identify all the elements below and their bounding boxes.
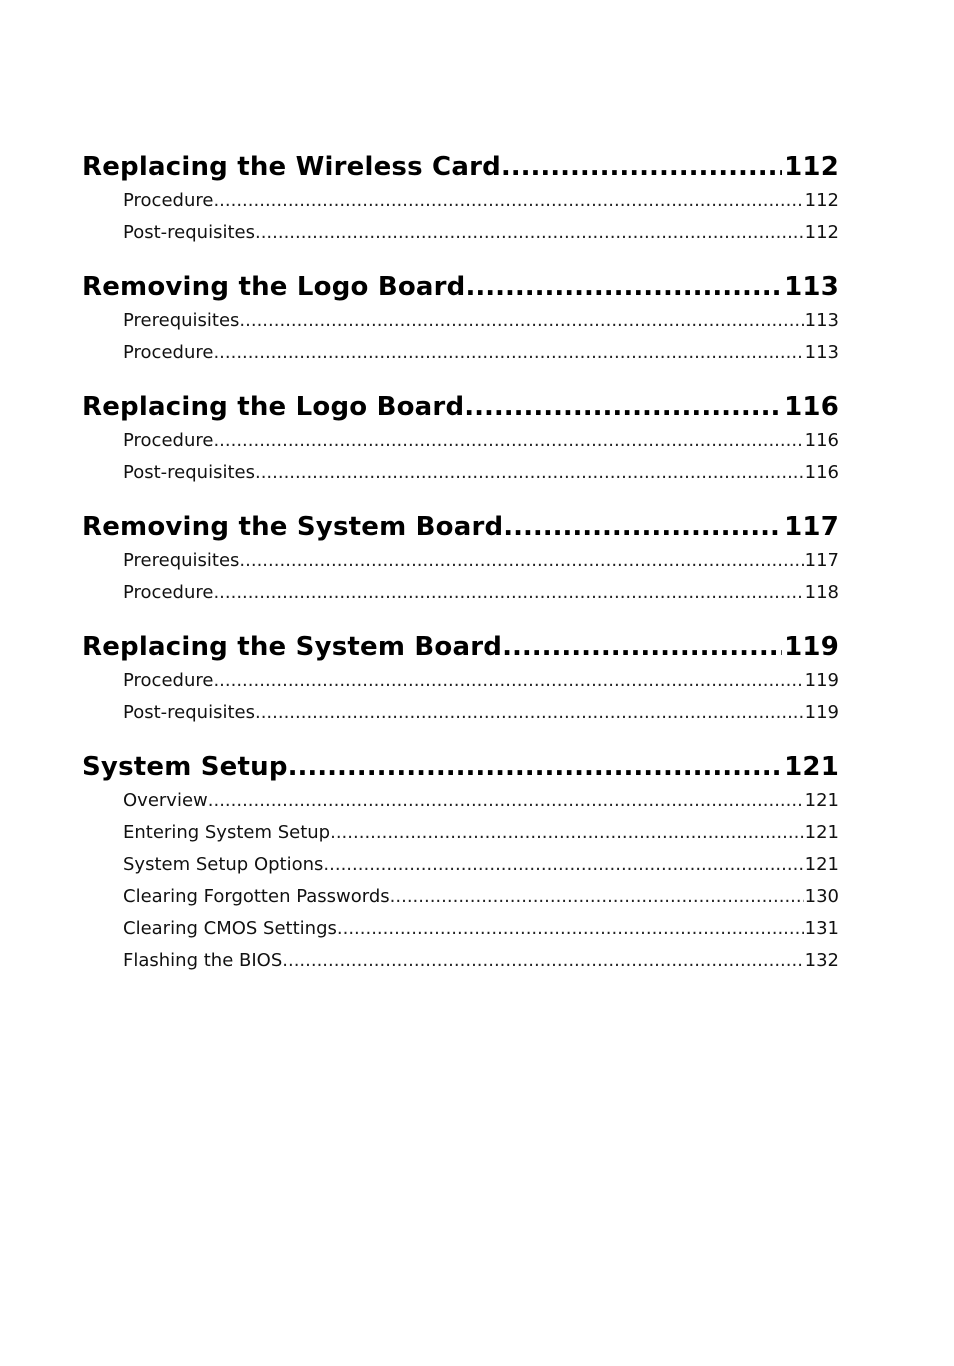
toc-entry-link[interactable] — [123, 310, 839, 342]
dot-leader — [213, 582, 803, 603]
toc-section — [82, 512, 839, 614]
dot-leader — [239, 310, 803, 331]
toc-section — [82, 632, 839, 734]
toc-entry-link[interactable] — [123, 822, 839, 854]
entry-page-number: 113 — [804, 310, 839, 331]
dot-leader — [213, 342, 803, 363]
dot-leader — [390, 886, 804, 907]
toc-entry-link[interactable] — [123, 550, 839, 582]
entry-page-number: 117 — [804, 550, 839, 571]
toc-entry-link[interactable] — [123, 670, 839, 702]
toc-entry-link[interactable] — [123, 190, 839, 222]
toc-chapter-link[interactable] — [82, 152, 839, 190]
dot-leader — [255, 702, 804, 723]
entry-page-number: 119 — [804, 670, 839, 691]
dot-leader — [213, 430, 803, 451]
dot-leader — [208, 790, 804, 811]
chapter-page-number: 117 — [784, 512, 839, 542]
entry-page-number: 121 — [804, 854, 839, 875]
chapter-title: Replacing the Wireless Card — [82, 152, 501, 182]
dot-leader — [465, 272, 782, 302]
toc-chapter-link[interactable] — [82, 272, 839, 310]
dot-leader — [255, 222, 804, 243]
toc-entry-link[interactable] — [123, 430, 839, 462]
entry-label: Clearing CMOS Settings — [123, 918, 337, 939]
chapter-page-number: 119 — [784, 632, 839, 662]
toc-chapter-link[interactable] — [82, 752, 839, 790]
toc-section — [82, 392, 839, 494]
dot-leader — [282, 950, 803, 971]
entry-label: Procedure — [123, 670, 214, 691]
toc-entry-link[interactable] — [123, 950, 839, 982]
dot-leader — [464, 392, 782, 422]
dot-leader — [502, 632, 782, 662]
toc-section — [82, 152, 839, 254]
toc-entry-link[interactable] — [123, 702, 839, 734]
toc-entry-link[interactable] — [123, 886, 839, 918]
toc-section — [82, 752, 839, 982]
chapter-title: System Setup — [82, 752, 288, 782]
toc-entry-link[interactable] — [123, 854, 839, 886]
toc-entry-link[interactable] — [123, 582, 839, 614]
entry-label: Procedure — [123, 582, 214, 603]
chapter-page-number: 116 — [784, 392, 839, 422]
toc-chapter-link[interactable] — [82, 392, 839, 430]
entry-label: Post-requisites — [123, 702, 255, 723]
dot-leader — [501, 152, 782, 182]
toc-entry-link[interactable] — [123, 342, 839, 374]
table-of-contents — [82, 152, 839, 1000]
entry-label: Entering System Setup — [123, 822, 331, 843]
entry-page-number: 119 — [804, 702, 839, 723]
entry-page-number: 118 — [804, 582, 839, 603]
entry-page-number: 116 — [804, 462, 839, 483]
dot-leader — [213, 670, 803, 691]
entry-page-number: 116 — [804, 430, 839, 451]
chapter-page-number: 121 — [784, 752, 839, 782]
entry-label: Procedure — [123, 190, 214, 211]
entry-label: Procedure — [123, 342, 214, 363]
toc-entry-link[interactable] — [123, 790, 839, 822]
entry-page-number: 132 — [804, 950, 839, 971]
entry-label: System Setup Options — [123, 854, 324, 875]
toc-section — [82, 272, 839, 374]
entry-page-number: 121 — [804, 790, 839, 811]
dot-leader — [323, 854, 803, 875]
entry-label: Flashing the BIOS — [123, 950, 283, 971]
chapter-title: Replacing the System Board — [82, 632, 503, 662]
entry-label: Prerequisites — [123, 550, 240, 571]
chapter-title: Removing the Logo Board — [82, 272, 466, 302]
entry-label: Overview — [123, 790, 208, 811]
chapter-title: Removing the System Board — [82, 512, 504, 542]
toc-entry-link[interactable] — [123, 918, 839, 950]
entry-page-number: 131 — [804, 918, 839, 939]
dot-leader — [503, 512, 782, 542]
entry-page-number: 121 — [804, 822, 839, 843]
dot-leader — [213, 190, 803, 211]
entry-label: Clearing Forgotten Passwords — [123, 886, 390, 907]
toc-entry-link[interactable] — [123, 222, 839, 254]
toc-chapter-link[interactable] — [82, 512, 839, 550]
chapter-title: Replacing the Logo Board — [82, 392, 465, 422]
entry-page-number: 130 — [804, 886, 839, 907]
toc-chapter-link[interactable] — [82, 632, 839, 670]
toc-entry-link[interactable] — [123, 462, 839, 494]
chapter-page-number: 112 — [784, 152, 839, 182]
dot-leader — [255, 462, 804, 483]
entry-label: Post-requisites — [123, 462, 255, 483]
dot-leader — [337, 918, 804, 939]
chapter-page-number: 113 — [784, 272, 839, 302]
entry-label: Prerequisites — [123, 310, 240, 331]
entry-page-number: 112 — [804, 190, 839, 211]
entry-label: Post-requisites — [123, 222, 255, 243]
entry-page-number: 112 — [804, 222, 839, 243]
entry-page-number: 113 — [804, 342, 839, 363]
entry-label: Procedure — [123, 430, 214, 451]
dot-leader — [330, 822, 804, 843]
dot-leader — [239, 550, 803, 571]
dot-leader — [288, 752, 782, 782]
